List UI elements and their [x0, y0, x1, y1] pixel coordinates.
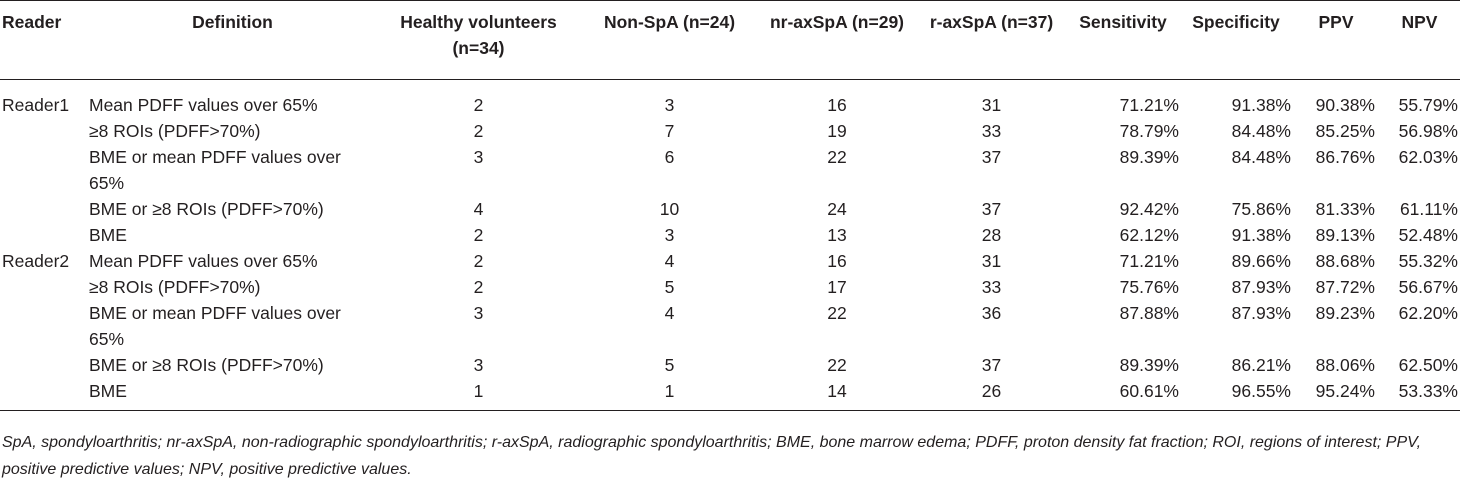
- table-header: [0, 1, 1460, 80]
- cell-nr-axspa: 22: [827, 355, 847, 375]
- table-row: [0, 144, 1460, 196]
- cell-specificity: 91.38%: [1231, 95, 1291, 115]
- cell-non-spa: 10: [659, 199, 680, 219]
- table-row: [0, 352, 1460, 378]
- cell-ppv: 89.13%: [1315, 225, 1375, 245]
- cell-reader: Reader2: [2, 251, 70, 271]
- header-healthy-volunteers: Healthy volunteers (n=34): [376, 1, 581, 80]
- cell-npv: 62.20%: [1398, 303, 1458, 323]
- cell-sensitivity: 89.39%: [1119, 147, 1179, 167]
- cell-npv: 62.50%: [1398, 355, 1458, 375]
- cell-healthy-volunteers: 4: [473, 199, 484, 219]
- cell-nr-axspa: 24: [827, 199, 847, 219]
- header-reader: Reader: [0, 1, 89, 80]
- cell-npv: 61.11%: [1399, 199, 1458, 219]
- cell-ppv: 88.06%: [1315, 355, 1375, 375]
- header-definition: Definition: [89, 1, 376, 80]
- cell-non-spa: 5: [664, 355, 675, 375]
- cell-r-axspa: 31: [981, 95, 1002, 115]
- cell-healthy-volunteers: 2: [473, 121, 484, 141]
- cell-specificity: 75.86%: [1231, 199, 1291, 219]
- cell-npv: 55.32%: [1398, 251, 1458, 271]
- cell-specificity: 84.48%: [1231, 147, 1291, 167]
- cell-definition: Mean PDFF values over 65%: [89, 251, 318, 271]
- cell-npv: 56.67%: [1398, 277, 1458, 297]
- cell-r-axspa: 37: [981, 147, 1002, 167]
- table-footnote: SpA, spondyloarthritis; nr-axSpA, non-radiographic spondyloarthritis; r-axSpA, radiographic spondyloarthritis; BME, bone marrow edema; PDFF, proton density fat fraction; ROI, regions of interest; PPV, positive predictive values; NPV, positive predictive values.: [2, 434, 1422, 478]
- cell-healthy-volunteers: 3: [473, 303, 484, 323]
- cell-ppv: 87.72%: [1315, 277, 1375, 297]
- cell-nr-axspa: 13: [827, 225, 847, 245]
- cell-definition: ≥8 ROIs (PDFF>70%): [89, 121, 261, 141]
- cell-nr-axspa: 19: [827, 121, 847, 141]
- cell-r-axspa: 31: [981, 251, 1002, 271]
- cell-healthy-volunteers: 2: [473, 225, 484, 245]
- cell-npv: 53.33%: [1398, 381, 1458, 401]
- cell-nr-axspa: 14: [827, 381, 847, 401]
- header-nr-axspa: nr-axSpA (n=29): [758, 1, 916, 80]
- cell-healthy-volunteers: 1: [473, 381, 484, 401]
- cell-definition: BME: [89, 381, 127, 401]
- cell-non-spa: 1: [664, 381, 675, 401]
- cell-reader: [0, 352, 89, 378]
- cell-sensitivity: 62.12%: [1119, 225, 1179, 245]
- cell-r-axspa: 33: [981, 277, 1002, 297]
- cell-r-axspa: 33: [981, 121, 1002, 141]
- cell-npv: 52.48%: [1398, 225, 1458, 245]
- cell-definition: BME or ≥8 ROIs (PDFF>70%): [89, 355, 324, 375]
- cell-reader: [0, 196, 89, 222]
- table-row: [0, 378, 1460, 411]
- cell-sensitivity: 87.88%: [1119, 303, 1179, 323]
- cell-npv: 56.98%: [1398, 121, 1458, 141]
- cell-non-spa: 3: [664, 225, 675, 245]
- cell-ppv: 88.68%: [1315, 251, 1375, 271]
- cell-specificity: 87.93%: [1231, 277, 1291, 297]
- cell-non-spa: 3: [664, 95, 675, 115]
- cell-reader: [0, 118, 89, 144]
- header-r-axspa: r-axSpA (n=37): [916, 1, 1067, 80]
- cell-definition: Mean PDFF values over 65%: [89, 95, 318, 115]
- cell-non-spa: 7: [664, 121, 675, 141]
- cell-reader: [0, 274, 89, 300]
- cell-sensitivity: 71.21%: [1119, 251, 1179, 271]
- table-row: [0, 248, 1460, 274]
- cell-definition: BME or mean PDFF values over 65%: [89, 147, 341, 193]
- cell-ppv: 89.23%: [1315, 303, 1375, 323]
- cell-healthy-volunteers: 3: [473, 147, 484, 167]
- cell-sensitivity: 60.61%: [1119, 381, 1179, 401]
- cell-reader: Reader1: [2, 95, 70, 115]
- cell-ppv: 95.24%: [1315, 381, 1375, 401]
- cell-sensitivity: 89.39%: [1119, 355, 1179, 375]
- header-non-spa: Non-SpA (n=24): [581, 1, 758, 80]
- cell-healthy-volunteers: 2: [473, 95, 484, 115]
- cell-specificity: 84.48%: [1231, 121, 1291, 141]
- table-body: [0, 80, 1460, 411]
- cell-definition: ≥8 ROIs (PDFF>70%): [89, 277, 261, 297]
- cell-non-spa: 4: [664, 303, 675, 323]
- table-row: [0, 274, 1460, 300]
- cell-ppv: 85.25%: [1315, 121, 1375, 141]
- cell-specificity: 89.66%: [1231, 251, 1291, 271]
- cell-specificity: 96.55%: [1231, 381, 1291, 401]
- cell-sensitivity: 75.76%: [1119, 277, 1179, 297]
- cell-non-spa: 5: [664, 277, 675, 297]
- cell-nr-axspa: 16: [827, 95, 847, 115]
- cell-definition: BME or mean PDFF values over 65%: [89, 303, 341, 349]
- cell-non-spa: 6: [664, 147, 675, 167]
- cell-sensitivity: 92.42%: [1119, 199, 1179, 219]
- cell-nr-axspa: 22: [827, 147, 847, 167]
- cell-nr-axspa: 17: [827, 277, 847, 297]
- cell-r-axspa: 28: [981, 225, 1002, 245]
- cell-ppv: 90.38%: [1315, 95, 1375, 115]
- table-row: [0, 222, 1460, 248]
- cell-ppv: 86.76%: [1315, 147, 1375, 167]
- cell-specificity: 91.38%: [1231, 225, 1291, 245]
- header-row: [0, 1, 1460, 80]
- cell-specificity: 86.21%: [1231, 355, 1291, 375]
- cell-definition: BME: [89, 225, 127, 245]
- cell-reader: [0, 222, 89, 248]
- cell-sensitivity: 78.79%: [1119, 121, 1179, 141]
- cell-r-axspa: 36: [981, 303, 1002, 323]
- cell-healthy-volunteers: 3: [473, 355, 484, 375]
- cell-ppv: 81.33%: [1315, 199, 1375, 219]
- cell-reader: [0, 144, 89, 196]
- cell-specificity: 87.93%: [1231, 303, 1291, 323]
- header-sensitivity: Sensitivity: [1067, 1, 1179, 80]
- cell-npv: 62.03%: [1398, 147, 1458, 167]
- table-row: [0, 118, 1460, 144]
- cell-non-spa: 4: [664, 251, 675, 271]
- cell-r-axspa: 26: [981, 381, 1002, 401]
- cell-definition: BME or ≥8 ROIs (PDFF>70%): [89, 199, 324, 219]
- cell-nr-axspa: 22: [827, 303, 847, 323]
- cell-r-axspa: 37: [981, 355, 1002, 375]
- header-specificity: Specificity: [1179, 1, 1293, 80]
- cell-healthy-volunteers: 2: [473, 277, 484, 297]
- cell-r-axspa: 37: [981, 199, 1002, 219]
- table-row: [0, 80, 1460, 119]
- cell-healthy-volunteers: 2: [473, 251, 484, 271]
- cell-sensitivity: 71.21%: [1119, 95, 1179, 115]
- cell-reader: [0, 300, 89, 352]
- header-npv: NPV: [1379, 1, 1460, 80]
- header-ppv: PPV: [1293, 1, 1379, 80]
- table-row: [0, 300, 1460, 352]
- cell-npv: 55.79%: [1398, 95, 1458, 115]
- cell-reader: [0, 378, 89, 411]
- cell-nr-axspa: 16: [827, 251, 847, 271]
- table-row: [0, 196, 1460, 222]
